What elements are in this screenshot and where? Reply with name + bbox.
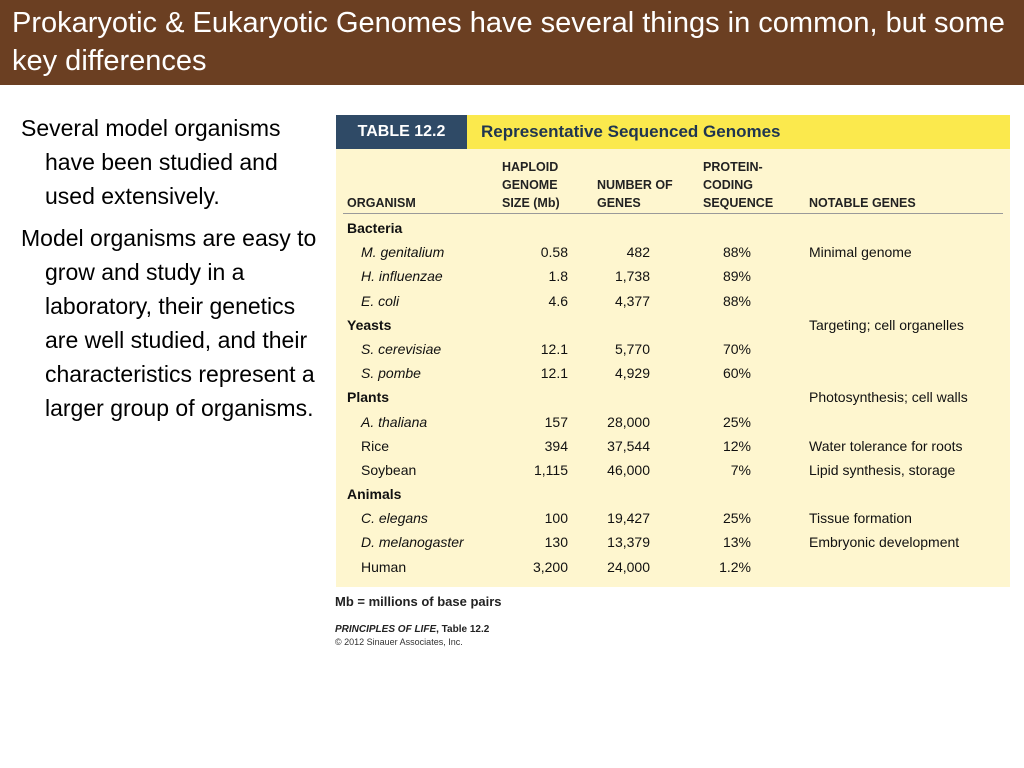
organism-cell: Yeasts: [347, 316, 392, 333]
copyright-notice: © 2012 Sinauer Associates, Inc.: [335, 637, 463, 647]
source-book-title: PRINCIPLES OF LIFE: [335, 624, 437, 635]
bullet-item: Model organisms are easy to grow and study in a laboratory, their genetics are well studied, and their characteristics represent a larger group of organisms.: [21, 225, 317, 421]
protein-coding-cell: 89%: [722, 268, 751, 285]
protein-coding-cell: 1.2%: [719, 558, 751, 575]
gene-count-cell: 37,544: [607, 437, 650, 454]
genome-table: [336, 115, 1010, 587]
organism-cell: M. genitalium: [361, 244, 445, 261]
protein-coding-cell: 13%: [722, 534, 751, 551]
genome-size-cell: 130: [544, 534, 568, 551]
bullet-list: [21, 111, 326, 433]
table-group-row: [336, 217, 1010, 241]
gene-count-cell: 482: [626, 244, 650, 261]
col-header-genome-size: HAPLOID GENOME SIZE (Mb): [502, 160, 560, 210]
table-row: [336, 290, 1010, 314]
gene-count-cell: 46,000: [607, 461, 650, 478]
table-footnote: Mb = millions of base pairs: [335, 594, 502, 609]
table-row: [336, 362, 1010, 386]
column-headers: [336, 153, 1010, 215]
notable-genes-cell: Targeting; cell organelles: [809, 316, 964, 333]
genome-size-cell: 394: [544, 437, 568, 454]
col-header-notable-genes: NOTABLE GENES: [809, 196, 916, 210]
organism-cell: Bacteria: [347, 220, 403, 236]
title-bar: [0, 0, 1024, 85]
organism-cell: Soybean: [361, 461, 417, 478]
organism-cell: S. cerevisiae: [361, 340, 442, 357]
organism-cell: S. pombe: [361, 365, 421, 382]
genome-size-cell: 12.1: [540, 365, 568, 382]
table-row: [336, 556, 1010, 580]
protein-coding-cell: 88%: [722, 244, 751, 261]
genome-size-cell: 100: [544, 510, 568, 527]
protein-coding-cell: 60%: [722, 365, 751, 382]
table-number-tag: TABLE 12.2: [336, 115, 467, 149]
protein-coding-cell: 12%: [722, 437, 751, 454]
table-row: [336, 265, 1010, 289]
genome-size-cell: 12.1: [540, 340, 568, 357]
source-table-ref: , Table 12.2: [436, 624, 490, 635]
gene-count-cell: 4,377: [614, 292, 650, 309]
organism-cell: A. thaliana: [361, 413, 428, 430]
col-header-number-of-genes: NUMBER OF GENES: [597, 178, 673, 210]
gene-count-cell: 19,427: [607, 510, 650, 527]
notable-genes-cell: Photosynthesis; cell walls: [809, 389, 968, 406]
protein-coding-cell: 25%: [722, 510, 751, 527]
notable-genes-cell: Minimal genome: [809, 244, 912, 261]
table-row: [336, 435, 1010, 459]
protein-coding-cell: 7%: [730, 461, 751, 478]
col-header-protein-coding: PROTEIN- CODING SEQUENCE: [703, 160, 774, 210]
header-divider: [343, 213, 1003, 214]
gene-count-cell: 28,000: [607, 413, 650, 430]
notable-genes-cell: Tissue formation: [809, 510, 912, 527]
table-row: [336, 241, 1010, 265]
gene-count-cell: 5,770: [614, 340, 650, 357]
genome-size-cell: 1,115: [534, 461, 568, 478]
organism-cell: D. melanogaster: [361, 534, 464, 551]
table-row: [336, 531, 1010, 555]
table-row: [336, 411, 1010, 435]
organism-cell: Rice: [361, 437, 390, 454]
table-row: [336, 338, 1010, 362]
table-group-row: [336, 386, 1010, 410]
genome-size-cell: 3,200: [532, 558, 568, 575]
table-row: [336, 507, 1010, 531]
organism-cell: H. influenzae: [361, 268, 443, 285]
gene-count-cell: 1,738: [614, 268, 650, 285]
notable-genes-cell: Embryonic development: [809, 534, 960, 551]
genome-size-cell: 1.8: [548, 268, 568, 285]
genome-size-cell: 0.58: [540, 244, 568, 261]
table-body: [336, 217, 1010, 580]
protein-coding-cell: 25%: [722, 413, 751, 430]
gene-count-cell: 13,379: [607, 534, 650, 551]
table-header-band: [336, 115, 1010, 149]
notable-genes-cell: Water tolerance for roots: [809, 437, 963, 454]
gene-count-cell: 4,929: [614, 365, 650, 382]
table-group-row: [336, 314, 1010, 338]
organism-cell: E. coli: [361, 292, 400, 309]
source-citation: [335, 624, 489, 635]
organism-cell: Animals: [347, 486, 402, 503]
genome-size-cell: 157: [544, 413, 568, 430]
protein-coding-cell: 88%: [722, 292, 751, 309]
slide-title: Prokaryotic & Eukaryotic Genomes have several things in common, but some key differences: [12, 7, 1005, 77]
organism-cell: Human: [361, 558, 407, 575]
gene-count-cell: 24,000: [607, 558, 650, 575]
notable-genes-cell: Lipid synthesis, storage: [809, 461, 956, 478]
col-header-organism: ORGANISM: [347, 196, 416, 210]
table-caption: Representative Sequenced Genomes: [481, 122, 781, 141]
organism-cell: C. elegans: [361, 510, 428, 527]
table-row: [336, 459, 1010, 483]
organism-cell: Plants: [347, 389, 390, 406]
table-group-row: [336, 483, 1010, 507]
protein-coding-cell: 70%: [722, 340, 751, 357]
bullet-item: Several model organisms have been studied and used extensively.: [21, 115, 281, 209]
genome-size-cell: 4.6: [548, 292, 568, 309]
